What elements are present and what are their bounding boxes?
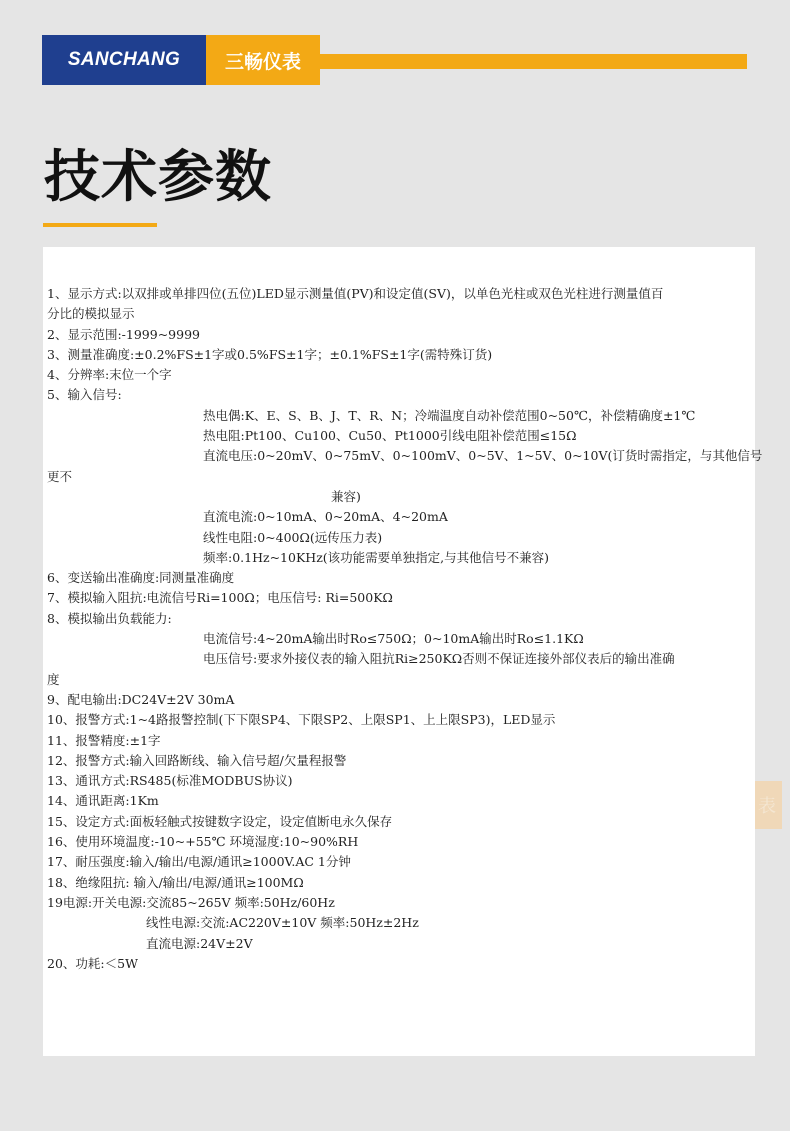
- side-badge: 表: [752, 781, 782, 829]
- spec-line: 9、配电输出:DC24V±2V 30mA: [47, 691, 235, 707]
- spec-line: 7、模拟输入阻抗:电流信号Ri=100Ω；电压信号: Ri=500KΩ: [47, 590, 393, 606]
- spec-line: 8、模拟输出负载能力:: [47, 610, 172, 626]
- spec-line: 3、测量准确度:±0.2%FS±1字或0.5%FS±1字；±0.1%FS±1字(需特殊订货): [47, 346, 493, 362]
- spec-line: 14、通讯距离:1Km: [47, 793, 159, 809]
- brand-logo: [42, 35, 320, 85]
- spec-panel: [43, 247, 763, 1056]
- spec-line: 度: [47, 671, 60, 687]
- spec-line: 18、绝缘阻抗: 输入/输出/电源/通讯≥100MΩ: [47, 874, 304, 890]
- brand-accent-bar: [318, 54, 747, 69]
- spec-line: 11、报警精度:±1字: [47, 732, 161, 748]
- spec-line: 直流电源:24V±2V: [146, 935, 253, 951]
- spec-line: 6、变送输出准确度:同测量准确度: [47, 570, 235, 586]
- brand-name-cn: 三畅仪表: [206, 35, 320, 85]
- spec-line: 线性电源:交流:AC220V±10V 频率:50Hz±2Hz: [146, 915, 419, 931]
- spec-line: 10、报警方式:1~4路报警控制(下下限SP4、下限SP2、上限SP1、上上限SP3)，LED显示: [47, 712, 556, 728]
- spec-line: 线性电阻:0~400Ω(远传压力表): [203, 529, 383, 545]
- spec-line: 电压信号:要求外接仪表的输入阻抗Ri≥250KΩ否则不保证连接外部仪表后的输出准确: [203, 651, 675, 667]
- spec-line: 13、通讯方式:RS485(标准MODBUS协议): [47, 773, 293, 789]
- spec-line: 4、分辨率:末位一个字: [47, 367, 172, 383]
- spec-line: 1、显示方式:以双排或单排四位(五位)LED显示测量值(PV)和设定值(SV)，以单色光柱或双色光柱进行测量值百: [47, 286, 664, 301]
- spec-line: 17、耐压强度:输入/输出/电源/通讯≥1000V.AC 1分钟: [47, 854, 351, 870]
- spec-line: 5、输入信号:: [47, 387, 122, 403]
- spec-line: 直流电压:0~20mV、0~75mV、0~100mV、0~5V、1~5V、0~10V(订货时需指定，与其他信号: [203, 448, 763, 464]
- spec-line: 频率:0.1Hz~10KHz(该功能需要单独指定,与其他信号不兼容): [203, 549, 550, 565]
- spec-line: 2、显示范围:-1999~9999: [47, 326, 200, 342]
- spec-line: 兼容): [331, 488, 361, 504]
- spec-line: 12、报警方式:输入回路断线、输入信号超/欠量程报警: [47, 752, 347, 768]
- spec-line: 20、功耗:＜5W: [47, 955, 138, 971]
- spec-line: 分比的模拟显示: [47, 306, 135, 322]
- spec-line: 电流信号:4~20mA输出时Ro≤750Ω；0~10mA输出时Ro≤1.1KΩ: [203, 631, 584, 647]
- spec-line: 19电源:开关电源:交流85~265V 频率:50Hz/60Hz: [47, 894, 335, 910]
- spec-line: 热电阻:Pt100、Cu100、Cu50、Pt1000引线电阻补偿范围≤15Ω: [203, 428, 577, 444]
- title-underline: [43, 223, 157, 227]
- spec-line: 直流电流:0~10mA、0~20mA、4~20mA: [203, 509, 448, 525]
- spec-line: 更不: [47, 468, 73, 484]
- spec-line: 15、设定方式:面板轻触式按键数字设定，设定值断电永久保存: [47, 813, 393, 829]
- spec-line: 热电偶:K、E、S、B、J、T、R、N；冷端温度自动补偿范围0~50℃，补偿精确度±1℃: [203, 407, 696, 423]
- page-title: 技术参数: [44, 145, 272, 210]
- brand-name-en: SANCHANG: [42, 35, 206, 85]
- spec-line: 16、使用环境温度:-10~+55℃ 环境湿度:10~90%RH: [47, 834, 359, 850]
